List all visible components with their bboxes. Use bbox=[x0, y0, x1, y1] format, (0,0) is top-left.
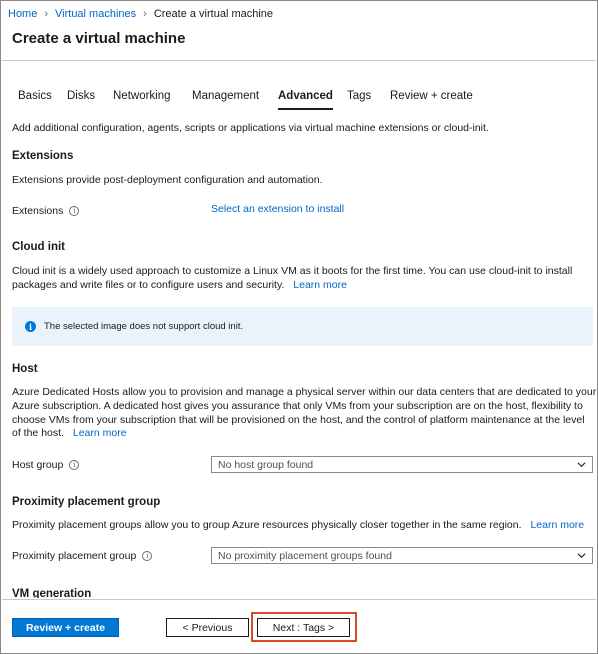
proximity-heading: Proximity placement group bbox=[12, 496, 161, 508]
host-description-line2: Azure subscription. A dedicated host gives you assurance that only VMs from your subscription are on the host, flexibility to bbox=[12, 400, 583, 412]
host-group-field-label bbox=[12, 459, 79, 471]
tab-networking[interactable]: Networking bbox=[113, 90, 171, 102]
next-tags-button[interactable]: Next : Tags > bbox=[257, 618, 350, 637]
cloud-init-description-line2-wrapper bbox=[12, 278, 347, 293]
proximity-dropdown[interactable] bbox=[211, 547, 593, 564]
host-group-dropdown[interactable] bbox=[211, 456, 593, 473]
extensions-label-text: Extensions bbox=[12, 205, 64, 217]
breadcrumb bbox=[8, 8, 273, 20]
select-extension-link[interactable]: Select an extension to install bbox=[211, 203, 345, 215]
proximity-label-text: Proximity placement group bbox=[12, 550, 137, 562]
proximity-field-label bbox=[12, 550, 152, 562]
title-divider bbox=[2, 60, 596, 61]
proximity-learn-more-link[interactable]: Learn more bbox=[530, 519, 585, 531]
extensions-field-label bbox=[12, 205, 79, 217]
tab-review-create[interactable]: Review + create bbox=[390, 90, 473, 102]
proximity-description-wrapper bbox=[12, 518, 584, 533]
host-group-label-text: Host group bbox=[12, 459, 64, 471]
extensions-heading: Extensions bbox=[12, 150, 74, 162]
cloud-init-description-line1: Cloud init is a widely used approach to customize a Linux VM as it boots for the first time. You can use cloud-init to install bbox=[12, 265, 573, 277]
proximity-dropdown-value: No proximity placement groups found bbox=[218, 549, 392, 562]
breadcrumb-current: Create a virtual machine bbox=[153, 8, 274, 20]
host-description-line1: Azure Dedicated Hosts allow you to provision and manage a physical server within our data centers that are dedicated to your bbox=[12, 386, 597, 398]
host-group-dropdown-value: No host group found bbox=[218, 458, 314, 471]
host-learn-more-link[interactable]: Learn more bbox=[72, 427, 127, 439]
vm-generation-heading: VM generation bbox=[12, 588, 92, 598]
chevron-right-icon: › bbox=[44, 8, 49, 20]
breadcrumb-virtual-machines[interactable]: Virtual machines bbox=[55, 8, 137, 20]
breadcrumb-home[interactable]: Home bbox=[8, 8, 38, 20]
cloud-init-info-message: The selected image does not support cloud init. bbox=[44, 321, 244, 332]
intro-text: Add additional configuration, agents, scripts or applications via virtual machine extensions or cloud-init. bbox=[12, 122, 489, 134]
review-create-button[interactable]: Review + create bbox=[12, 618, 119, 637]
chevron-right-icon: › bbox=[143, 8, 147, 20]
chevron-down-icon bbox=[577, 551, 586, 560]
proximity-description: Proximity placement groups allow you to group Azure resources physically closer together in the same region. bbox=[12, 519, 522, 531]
host-description-line4: of the host. bbox=[12, 427, 64, 439]
extensions-description: Extensions provide post-deployment configuration and automation. bbox=[12, 174, 323, 186]
next-button-highlight bbox=[251, 612, 357, 642]
host-description-line4-wrapper bbox=[12, 426, 127, 441]
info-icon[interactable]: i bbox=[69, 206, 79, 216]
host-heading: Host bbox=[12, 363, 38, 375]
info-icon[interactable]: i bbox=[142, 551, 152, 561]
previous-button[interactable]: < Previous bbox=[166, 618, 249, 637]
tab-basics[interactable]: Basics bbox=[18, 90, 52, 102]
chevron-down-icon bbox=[577, 460, 586, 469]
tab-advanced[interactable]: Advanced bbox=[278, 90, 333, 110]
info-icon: i bbox=[25, 321, 36, 332]
cloud-init-learn-more-link[interactable]: Learn more bbox=[293, 279, 347, 291]
tab-tags[interactable]: Tags bbox=[347, 90, 372, 102]
info-icon[interactable]: i bbox=[69, 460, 79, 470]
cloud-init-description-line2: packages and write files or to configure users and security. bbox=[12, 279, 285, 291]
cloud-init-info-banner bbox=[12, 307, 593, 346]
tab-disks[interactable]: Disks bbox=[67, 90, 96, 102]
cloud-init-heading: Cloud init bbox=[12, 241, 66, 253]
host-description-line3: choose VMs from your subscription that will be provisioned on the host, and the control of platform maintenance at the level bbox=[12, 414, 585, 426]
page-title: Create a virtual machine bbox=[12, 30, 186, 47]
tab-management[interactable]: Management bbox=[192, 90, 260, 102]
